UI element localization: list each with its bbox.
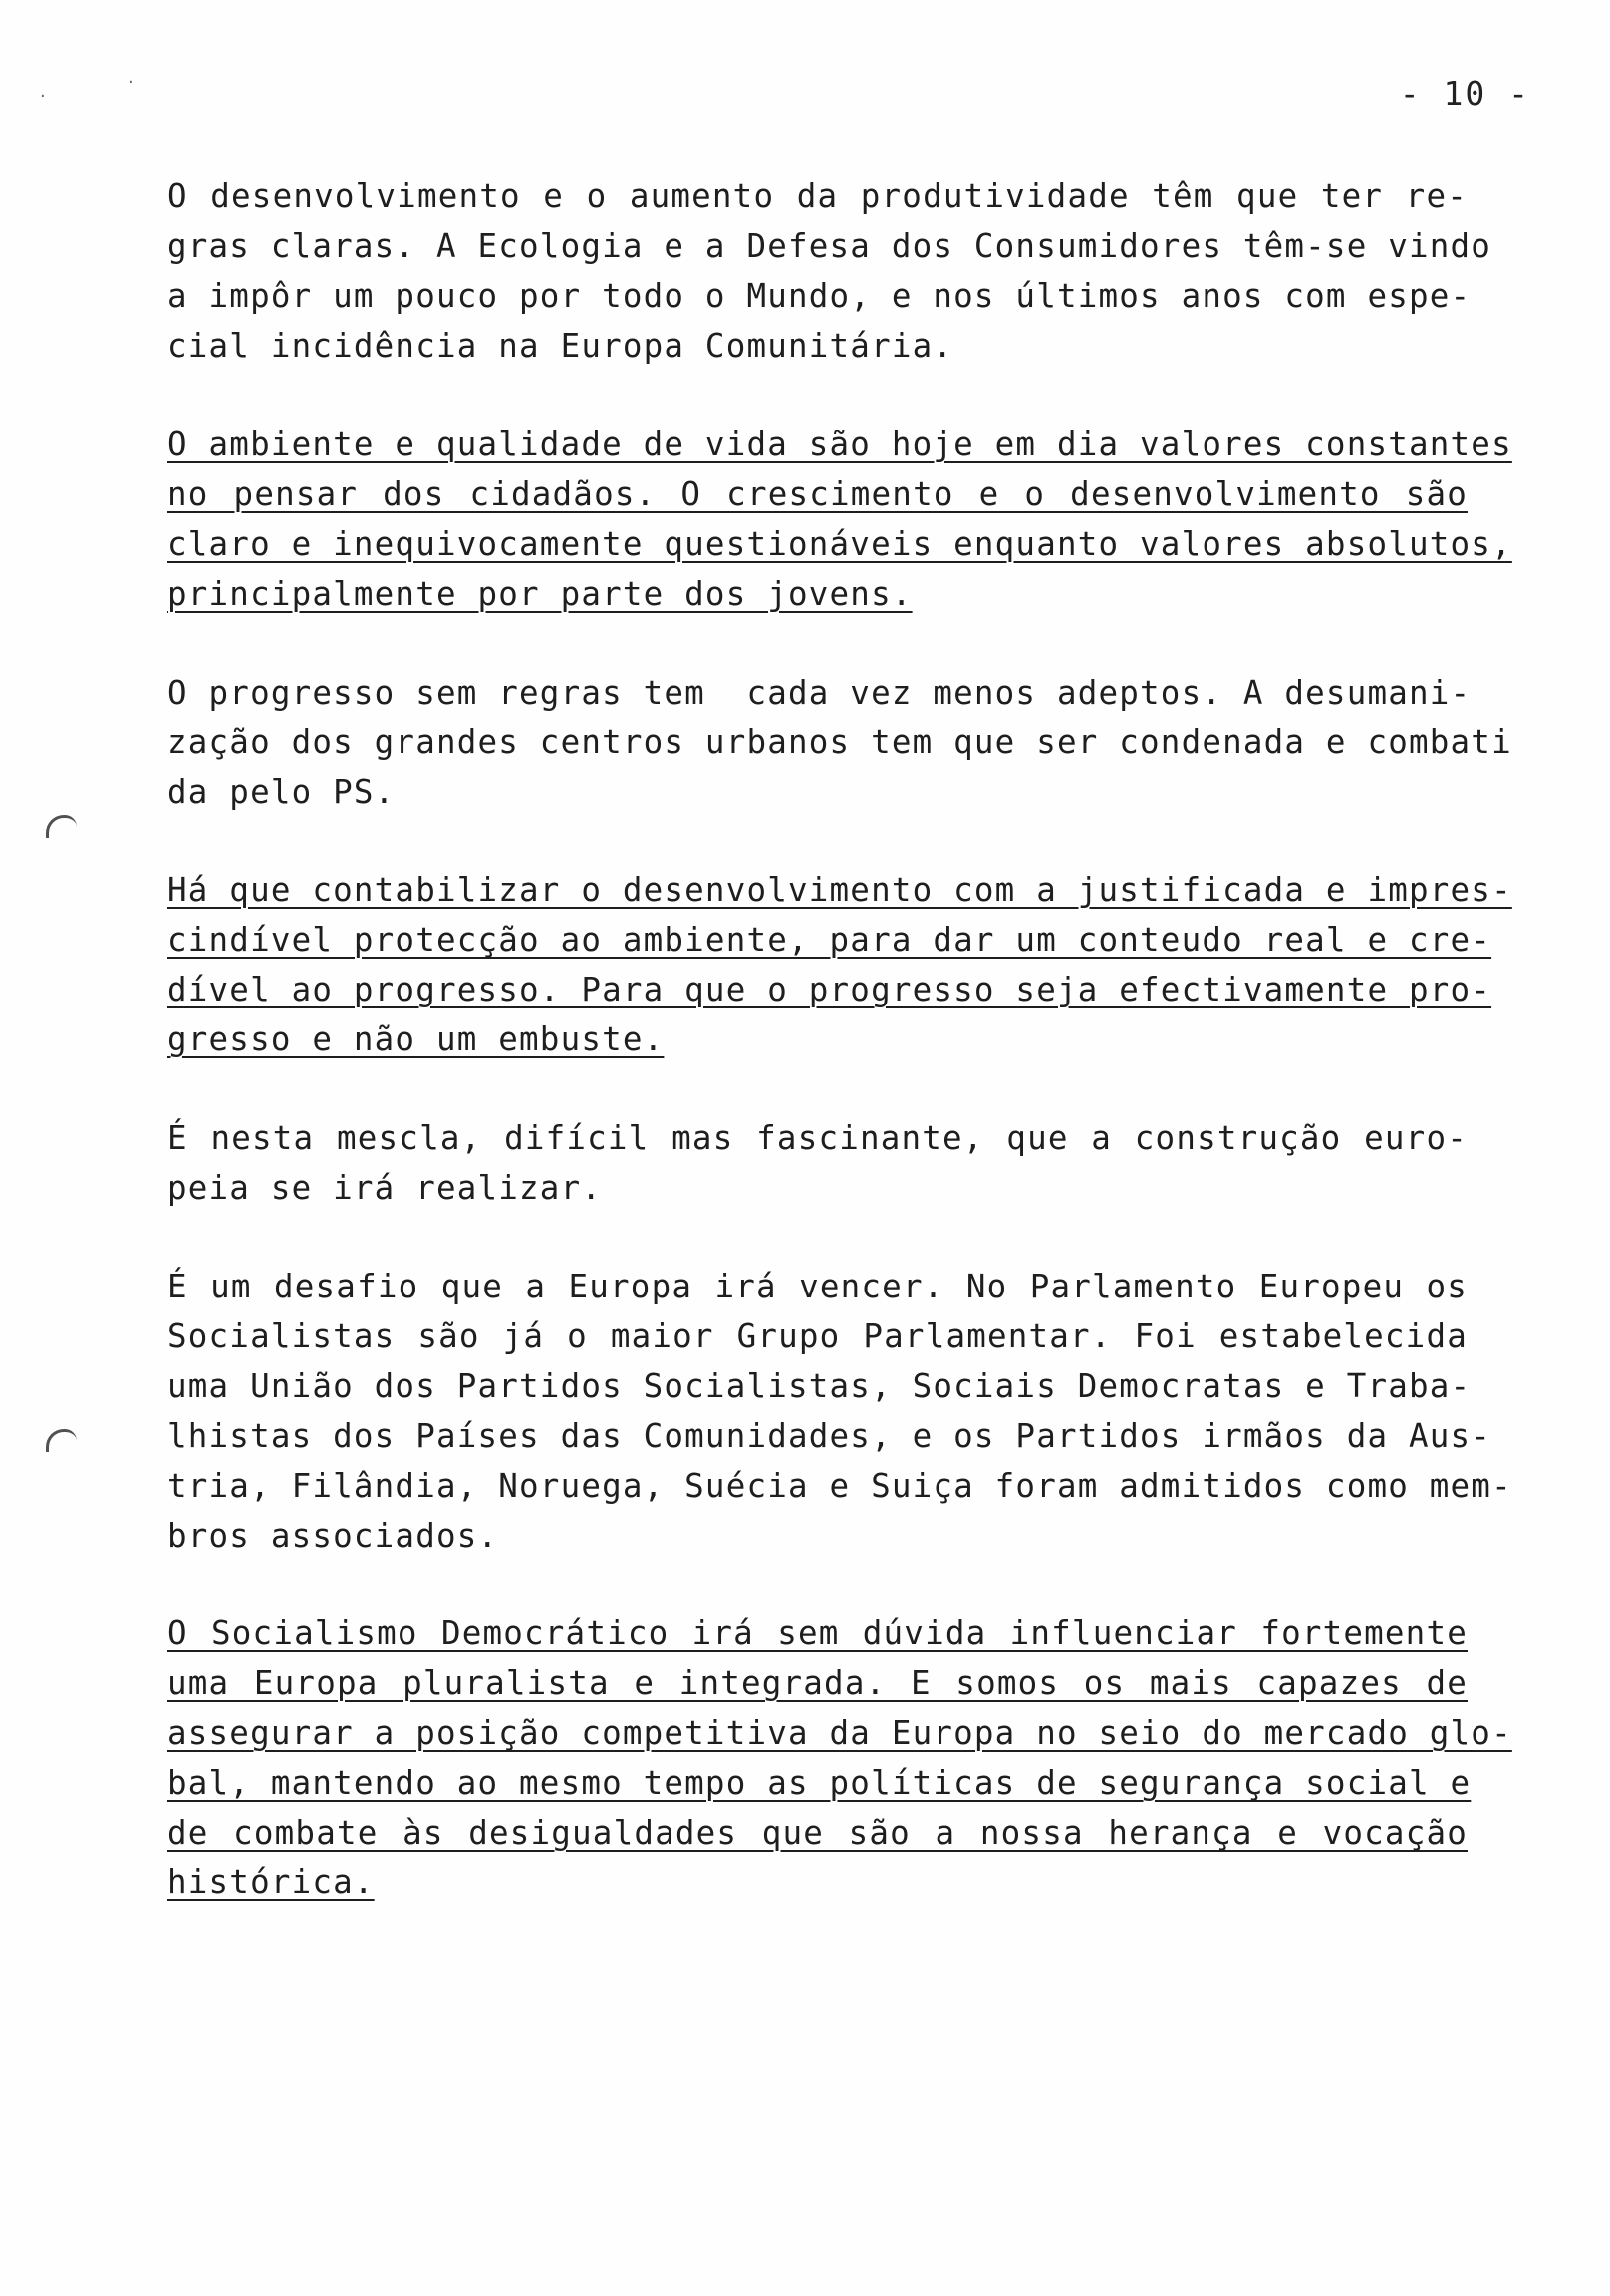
paragraph-5 (167, 1113, 1468, 1213)
text-line: dível ao progresso. Para que o progresso seja efectivamente pro- (167, 971, 1492, 1008)
text-line: cindível protecção ao ambiente, para dar um conteudo real e cre- (167, 921, 1492, 959)
text-line: gresso e não um embuste. (167, 1020, 665, 1058)
text-line: uma Europa pluralista e integrada. E somos os mais capazes de (167, 1664, 1468, 1702)
margin-mark (46, 1429, 77, 1452)
text-line: principalmente por parte dos jovens. (167, 575, 913, 613)
paragraph-7 (167, 1608, 1512, 1907)
margin-mark (46, 815, 77, 838)
text-line: O desenvolvimento e o aumento da produtividade têm que ter re- (167, 177, 1468, 215)
page-number: - 10 - (1399, 74, 1530, 113)
text-line: da pelo PS. (167, 773, 396, 811)
text-line: É nesta mescla, difícil mas fascinante, que a construção euro- (167, 1119, 1468, 1157)
text-line: tria, Filândia, Noruega, Suécia e Suiça foram admitidos como mem- (167, 1467, 1512, 1505)
text-line: assegurar a posição competitiva da Europa no seio do mercado glo- (167, 1714, 1512, 1752)
text-line: uma União dos Partidos Socialistas, Sociais Democratas e Traba- (167, 1367, 1472, 1405)
text-line: peia se irá realizar. (167, 1169, 603, 1207)
paragraph-1 (167, 171, 1492, 371)
text-line: lhistas dos Países das Comunidades, e os Partidos irmãos da Aus- (167, 1417, 1492, 1455)
text-line: Socialistas são já o maior Grupo Parlamentar. Foi estabelecida (167, 1317, 1468, 1355)
text-line: O Socialismo Democrático irá sem dúvida influenciar fortemente (167, 1614, 1468, 1652)
text-line: Há que contabilizar o desenvolvimento com a justificada e impres- (167, 871, 1512, 909)
scan-speck: · (40, 86, 46, 107)
text-line: histórica. (167, 1864, 375, 1901)
text-line: cial incidência na Europa Comunitária. (167, 327, 954, 365)
text-line: no pensar dos cidadãos. O crescimento e o desenvolvimento são (167, 475, 1468, 513)
paragraph-6 (167, 1262, 1512, 1561)
text-line: O ambiente e qualidade de vida são hoje em dia valores constantes (167, 426, 1512, 463)
text-line: claro e inequivocamente questionáveis enquanto valores absolutos, (167, 525, 1512, 563)
paragraph-3 (167, 668, 1512, 817)
text-line: bal, mantendo ao mesmo tempo as políticas de segurança social e (167, 1764, 1472, 1802)
paragraph-4 (167, 865, 1512, 1064)
text-line: zação dos grandes centros urbanos tem que ser condenada e combati (167, 723, 1512, 761)
paragraph-2 (167, 420, 1512, 619)
text-line: gras claras. A Ecologia e a Defesa dos Consumidores têm-se vindo (167, 227, 1492, 265)
scan-speck: · (128, 72, 134, 93)
text-line: O progresso sem regras tem cada vez menos adeptos. A desumani- (167, 674, 1472, 712)
text-line: É um desafio que a Europa irá vencer. No Parlamento Europeu os (167, 1268, 1468, 1305)
text-line: bros associados. (167, 1517, 499, 1555)
text-line: de combate às desigualdades que são a nossa herança e vocação (167, 1814, 1468, 1852)
text-line: a impôr um pouco por todo o Mundo, e nos últimos anos com espe- (167, 277, 1472, 315)
